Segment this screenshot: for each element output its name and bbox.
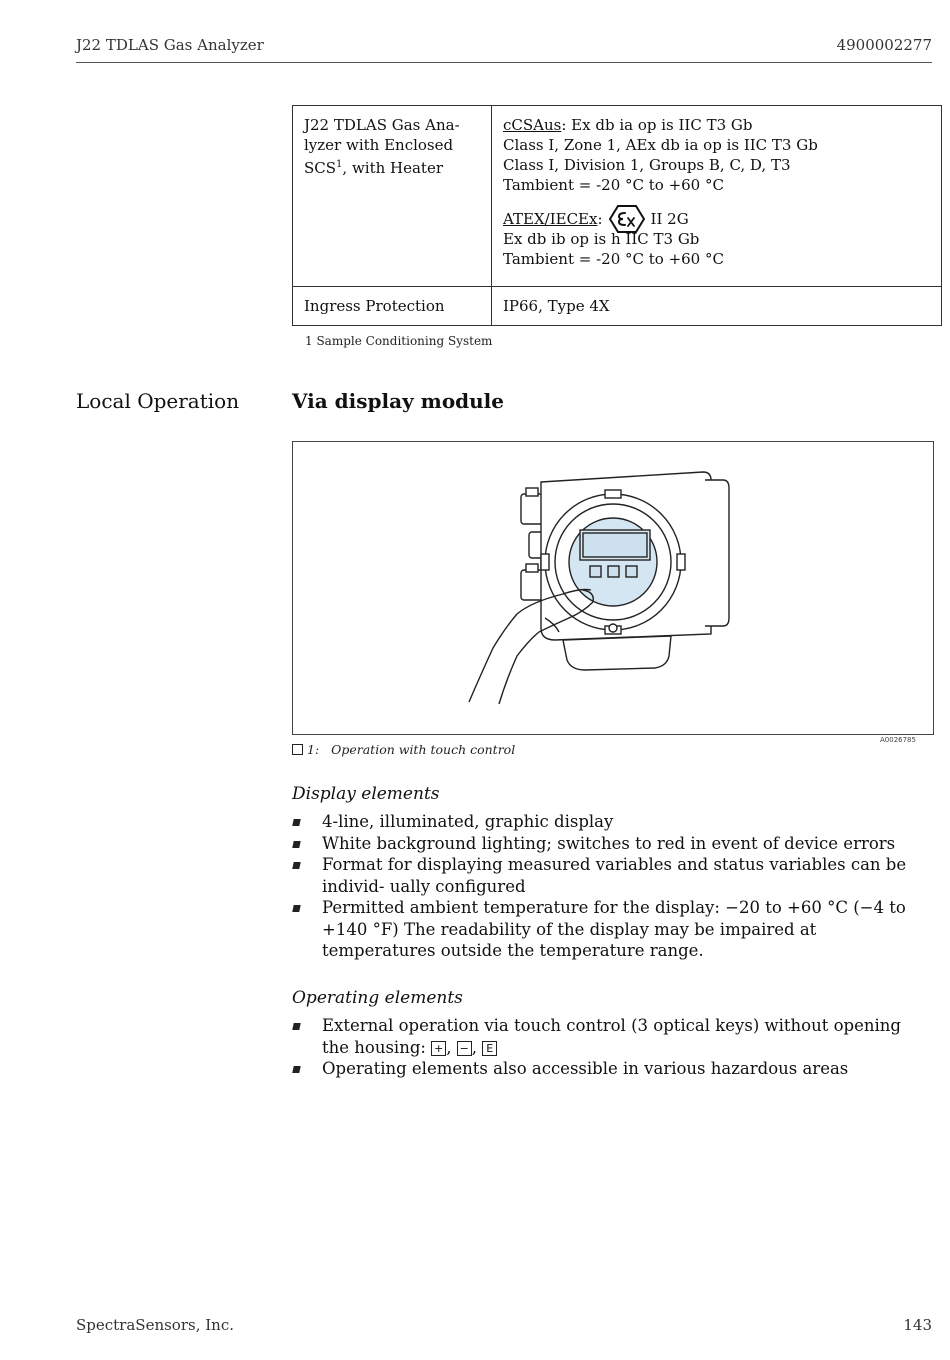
figure-icon [292,744,303,755]
table-row [293,106,942,287]
list-item [292,1058,932,1080]
operating-elements-list [292,1015,932,1080]
enter-key-icon: E [482,1041,497,1056]
csa-line: Class I, Division 1, Groups B, C, D, T3 [503,156,791,174]
figure-id: A0026785 [880,736,916,744]
spec-label-line [304,155,480,178]
figure-caption-text: Operation with touch control [331,742,516,757]
bullet-icon [292,1023,300,1030]
minus-key-icon: − [457,1041,472,1056]
list-item-text: Permitted ambient temperature for the display: −20 to +60 °C (−4 to +140 °F) The readability of the display may be impaired at temperatures outside the temperature range. [322,898,906,960]
csa-block [503,115,930,195]
table-footnote: 1 Sample Conditioning System [305,334,493,348]
footer-page-number: 143 [903,1316,932,1334]
display-elements-list [292,811,932,962]
figure-frame [292,441,934,735]
header-rule [76,62,932,63]
atex-colon: : [597,210,603,228]
list-item [292,897,932,962]
device-touch-illustration [293,442,933,734]
plus-key-icon: + [431,1041,446,1056]
bullet-icon [292,841,300,848]
section-left-heading: Local Operation [76,389,240,413]
list-item-text: Format for displaying measured variables and status variables can be individ- ually configured [322,855,907,896]
list-item [292,854,932,897]
label-tail: , with Heater [342,159,444,177]
spec-label-line: lyzer with Enclosed [304,136,454,154]
bullet-icon [292,819,300,826]
csa-line: Tambient = -20 °C to +60 °C [503,176,724,194]
atex-label: ATEX/IECEx [503,210,598,228]
section-title: Via display module [292,389,505,413]
bullet-icon [292,862,300,869]
figure-caption [292,742,515,757]
atex-block [503,209,930,269]
atex-group: II 2G [650,210,689,228]
spec-value-cell [492,106,942,287]
operating-elements-heading: Operating elements [292,988,463,1008]
header-doc-number: 4900002277 [836,36,932,54]
spec-label-line: J22 TDLAS Gas Ana- [304,116,460,134]
footer-company: SpectraSensors, Inc. [76,1316,234,1334]
atex-line: Tambient = -20 °C to +60 °C [503,250,724,268]
list-item-text: External operation via touch control (3 optical keys) without opening the housing: [322,1016,901,1057]
spec-label-cell: Ingress Protection [293,287,492,326]
csa-label: cCSAus [503,116,562,134]
spec-label-cell [293,106,492,287]
table-row [293,287,942,326]
bullet-icon [292,905,300,912]
list-item [292,811,932,833]
list-item [292,833,932,855]
list-item: External operation via touch control (3 optical keys) without opening the housing: + , − , E [292,1015,932,1058]
figure-caption-number: 1: [307,742,320,757]
csa-line: : Ex db ia op is IIC T3 Gb [561,116,753,134]
header-title: J22 TDLAS Gas Analyzer [76,36,264,54]
spec-table [292,105,942,326]
scs-text: SCS [304,159,337,177]
list-item-text: Operating elements also accessible in various hazardous areas [322,1059,849,1078]
display-elements-heading: Display elements [292,784,440,804]
atex-line: Ex db ib op is h IIC T3 Gb [503,230,700,248]
list-item-text: 4-line, illuminated, graphic display [322,812,614,831]
bullet-icon [292,1066,300,1073]
spec-value-cell: IP66, Type 4X [492,287,942,326]
csa-line: Class I, Zone 1, AEx db ia op is IIC T3 Gb [503,136,818,154]
list-item-text: White background lighting; switches to red in event of device errors [322,833,896,853]
footnote-ref[interactable]: 1 [336,159,343,170]
